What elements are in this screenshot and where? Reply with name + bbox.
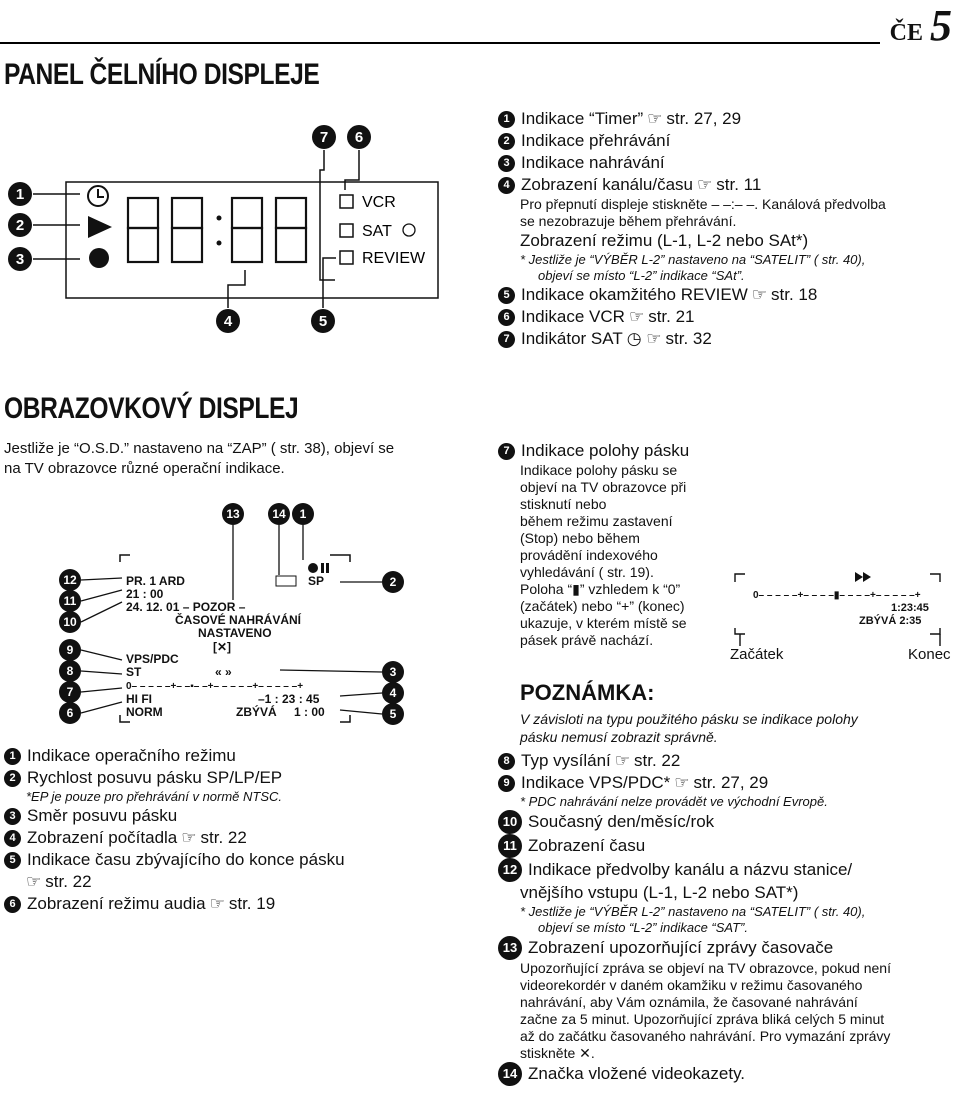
svg-text:7: 7 [66,685,74,699]
svg-text:9: 9 [66,643,74,657]
page-number: 5 [930,1,952,50]
svg-text:4: 4 [223,313,233,330]
svg-text:ST: ST [126,665,142,679]
osd-item-10: 10 Současný den/měsíc/rok [498,810,958,834]
svg-text:8: 8 [66,664,74,678]
osd-item-13: 13 Zobrazení upozorňující zprávy časovače [498,936,958,960]
tape-position-diagram [725,568,955,668]
svg-text:ČASOVÉ NAHRÁVÁNÍ: ČASOVÉ NAHRÁVÁNÍ [175,613,302,627]
osd-item-2: 2 Rychlost posuvu pásku SP/LP/EP [4,767,474,789]
svg-text:24. 12. 01 – POZOR –: 24. 12. 01 – POZOR – [126,600,246,614]
panel-item-5: 5 Indikace okamžitého REVIEW ☞ str. 18 [498,284,953,306]
front-display-diagram [0,120,470,350]
panel-item-3: 3 Indikace nahrávání [498,152,953,174]
svg-text:2: 2 [15,217,25,234]
osd-item-1: 1 Indikace operačního režimu [4,745,474,767]
svg-text:12: 12 [63,573,77,587]
panel-item-2: 2 Indikace přehrávání [498,130,953,152]
panel-item-1: 1 Indikace “Timer” ☞ str. 27, 29 [498,108,953,130]
osd-intro-2: na TV obrazovce různé operační indikace. [4,460,285,477]
right-column [498,440,689,649]
svg-text:3: 3 [15,251,25,268]
osd-item-5: 5 Indikace času zbývajícího do konce pásku [4,849,474,871]
svg-text:VCR: VCR [362,194,396,211]
note-text-2: pásku nemusí zobrazit správně. [520,729,718,745]
svg-text:VPS/PDC: VPS/PDC [126,652,179,666]
osd-item-11: 11 Zobrazení času [498,834,958,858]
osd-item-12: 12 Indikace předvolby kanálu a názvu stanice/ [498,858,958,882]
svg-text:–1 : 23 : 45: –1 : 23 : 45 [258,692,320,706]
osd-title: OBRAZOVKOVÝ DISPLEJ [4,392,299,425]
osd-intro-1: Jestliže je “O.S.D.” nastaveno na “ZAP” ( str. 38), objeví se [4,440,395,457]
record-icon [89,248,109,268]
timer-warning-desc: Upozorňující zpráva se objeví na TV obrazovce, pokud není videorekordér v daném okamžiku v režimu časovaného nahrávání, aby Vám oznámila, že časované nahrávání začne za 5 minut. Upozorňující zpráva bliká celých 5 minut až do začátku časovaného nahrávání. Pro vymazání zprávy stiskněte ✕. [520,960,891,1061]
svg-text:SAT: SAT [362,223,392,240]
osd-screen-diagram [50,500,420,730]
panel-legend: 1 Indikace “Timer” ☞ str. 27, 29 2 Indikace přehrávání 3 Indikace nahrávání 4 Zobrazení kanálu/času ☞ str. 11 Pro přepnutí displeje stiskněte – –:– –. Kanálová předvolba se nezobrazuje během přehrávání. Zobrazení režimu (L-1, L-2 nebo SAt*) * Jestliže je “VÝBĚR L-2” nastaveno na “SATELIT” ( str. 40), objeví se místo “L-2” indikace “SAt”. 5 Indikace okamžitého REVIEW ☞ str. 18 6 Indikace VCR ☞ str. 21 7 Indikátor SAT ◷ ☞ str. 32 [498,108,953,350]
svg-text:REVIEW: REVIEW [362,250,426,267]
svg-text:13: 13 [226,507,240,521]
svg-text:1:23:45: 1:23:45 [891,602,929,614]
svg-text:4: 4 [389,686,397,700]
svg-text:10: 10 [63,615,77,629]
page-id [890,0,952,51]
svg-text:5: 5 [389,707,397,721]
osd-item-4: 4 Zobrazení počítadla ☞ str. 22 [4,827,474,849]
svg-text:0– – – – –+– – – –▮– – – –+– –: 0– – – – –+– – – –▮– – – –+– – – – –+ [753,590,921,601]
svg-text:NASTAVENO: NASTAVENO [198,626,272,640]
note-text-1: V závisloti na typu použitého pásku se indikace polohy [520,711,858,727]
svg-text:2: 2 [389,575,397,589]
svg-text:[✕]: [✕] [213,640,232,654]
svg-text:14: 14 [272,507,286,521]
svg-text:6: 6 [354,129,364,146]
svg-text:3: 3 [389,665,397,679]
note-title: POZNÁMKA: [520,680,655,705]
section-code: ČE [889,20,923,46]
panel-item-4: 4 Zobrazení kanálu/času ☞ str. 11 [498,174,953,196]
svg-text:Začátek: Začátek [730,646,784,663]
svg-text:Konec: Konec [908,646,951,663]
panel-item-6: 6 Indikace VCR ☞ str. 21 [498,306,953,328]
svg-text:NORM: NORM [126,705,163,719]
svg-text:1: 1 [299,507,307,521]
svg-text:PR. 1 ARD: PR. 1 ARD [126,574,185,588]
svg-text:ZBÝVÁ: ZBÝVÁ [236,705,277,719]
svg-text:SP: SP [308,574,325,588]
play-icon [88,216,112,238]
svg-text:0– – – – –+– –▪– –+– – – – –+–: 0– – – – –+– –▪– –+– – – – –+– – – – –+ [126,681,304,692]
osd-item-8: 8 Typ vysílání ☞ str. 22 [498,750,958,772]
svg-text:HI FI: HI FI [126,692,152,706]
svg-text:21 : 00: 21 : 00 [126,587,164,601]
svg-text:1 : 00: 1 : 00 [294,705,325,719]
svg-text:1: 1 [15,186,25,203]
svg-text:11: 11 [63,594,77,608]
header-rule [0,42,880,44]
osd-legend-left: 1 Indikace operačního režimu 2 Rychlost posuvu pásku SP/LP/EP *EP je pouze pro přehrávání v normě NTSC. 3 Směr posuvu pásku 4 Zobrazení počítadla ☞ str. 22 5 Indikace času zbývajícího do konce pásku ☞ str. 22 6 Zobrazení režimu audia ☞ str. 19 [4,745,474,915]
svg-text:6: 6 [66,706,74,720]
seven-segment-digits [128,198,306,262]
svg-text:« »: « » [215,665,232,679]
osd-item-3: 3 Směr posuvu pásku [4,805,474,827]
osd-item-6: 6 Zobrazení režimu audia ☞ str. 19 [4,893,474,915]
tape-position-desc: Indikace polohy pásku se objeví na TV obrazovce při stisknutí nebo během režimu zastavení (Stop) nebo během provádění indexového vyhledávání ( str. 19). Poloha “▮” vzhledem k “0” (začátek) nebo “+” (konec) ukazuje, v kterém místě se pásek právě nachází. [520,462,687,648]
osd-item-14: 14 Značka vložené videokazety. [498,1062,958,1086]
svg-text:7: 7 [319,129,329,146]
osd-item-7: 7 Indikace polohy pásku [498,440,689,462]
osd-item-9: 9 Indikace VPS/PDC* ☞ str. 27, 29 [498,772,958,794]
svg-text:5: 5 [318,313,328,330]
panel-item-7: 7 Indikátor SAT ◷ ☞ str. 32 [498,328,953,350]
panel-title: PANEL ČELNÍHO DISPLEJE [4,58,320,91]
svg-text:ZBÝVÁ 2:35: ZBÝVÁ 2:35 [859,615,922,627]
osd-legend-right: 8 Typ vysílání ☞ str. 22 9 Indikace VPS/PDC* ☞ str. 27, 29 * PDC nahrávání nelze provádět ve východní Evropě. 10 Současný den/měsíc/rok 11 Zobrazení času 12 Indikace předvolby kanálu a názvu stanice/ vnějšího vstupu (L-1, L-2 nebo SAT*) * Jestliže je “VÝBĚR L-2” nastaveno na “SATELIT” ( str. 40), objeví se místo “L-2” indikace “SAT”. 13 Zobrazení upozorňující zprávy časovače Upozorňující zpráva se objeví na TV obrazovce, pokud není videorekordér v daném okamžiku v režimu časovaného nahrávání, aby Vám oznámila, že časované nahrávání začne za 5 minut. Upozorňující zpráva bliká celých 5 minut až do začátku časovaného nahrávání. Pro vymazání zprávy stiskněte ✕. 14 Značka vložené videokazety. [498,750,958,1086]
